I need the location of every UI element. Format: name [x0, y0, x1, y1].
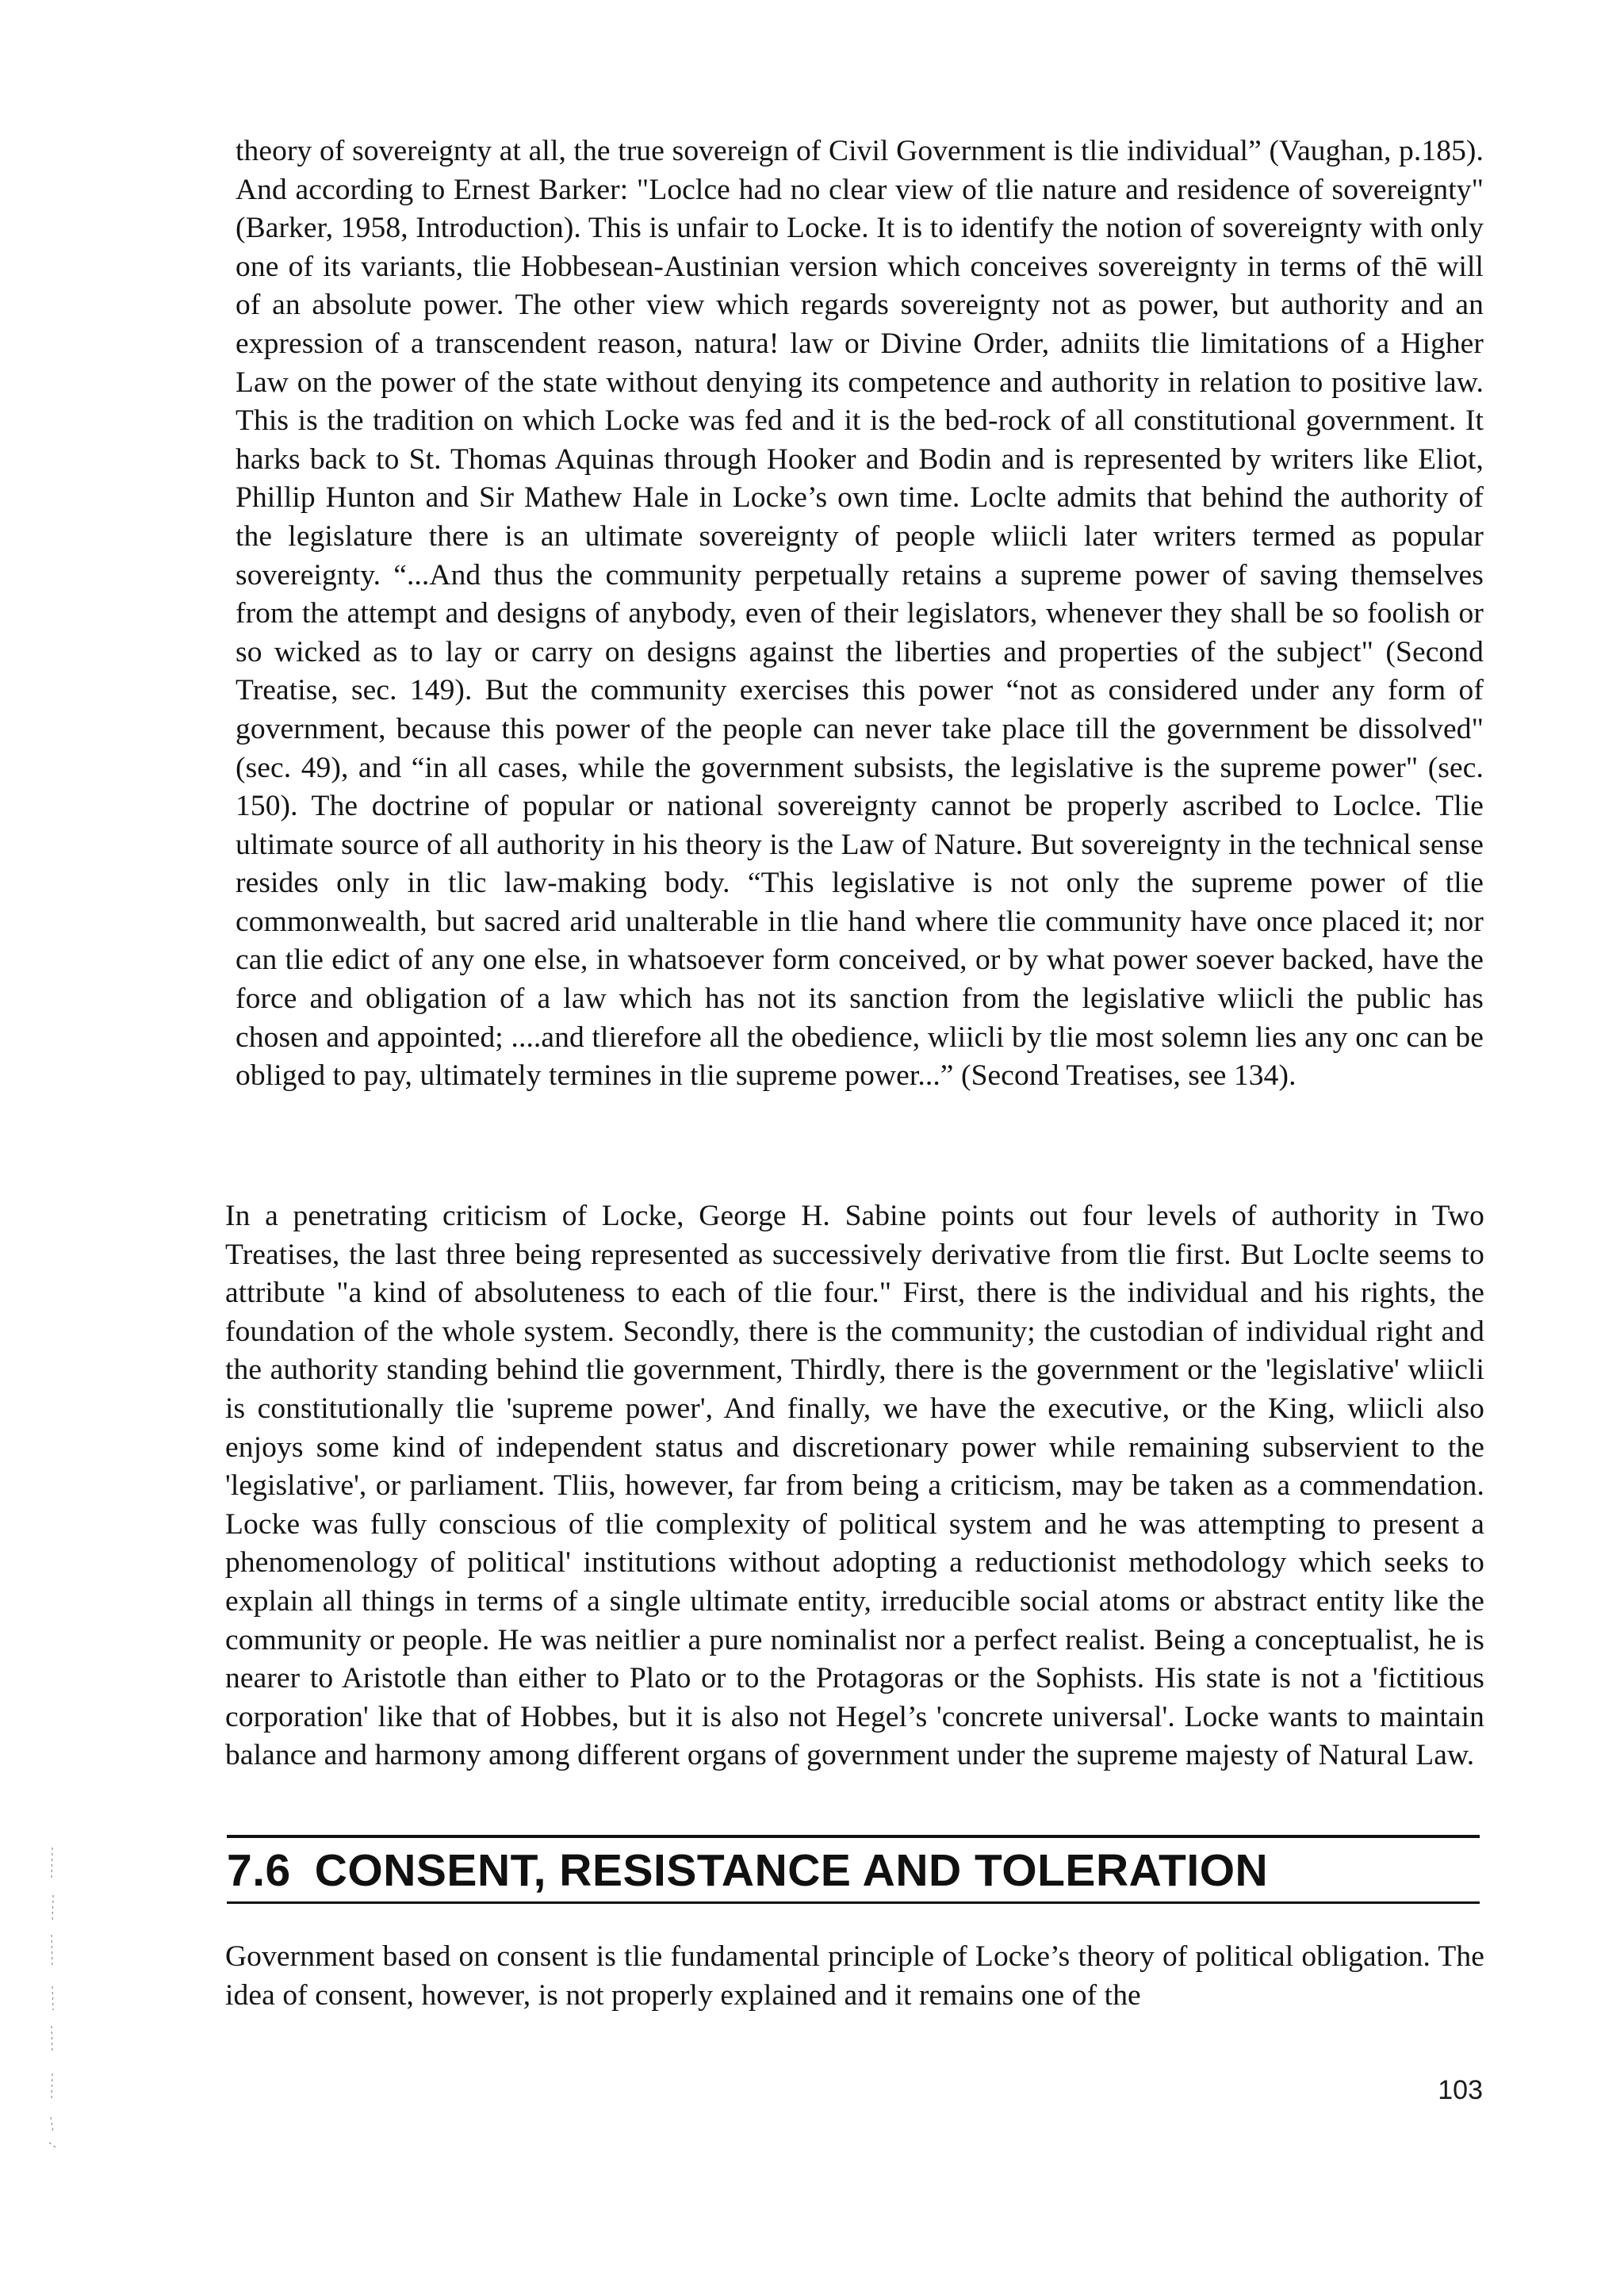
body-paragraph-consent: Government based on consent is tlie fundamental principle of Locke’s theory of political obligation. The idea of consent, however, is not properly explained and it remains one of the [225, 1940, 1484, 2012]
scan-artifact-marks [44, 1848, 60, 2157]
section-heading [227, 1844, 1480, 1897]
heading-top-rule [227, 1835, 1480, 1838]
body-paragraph-sabine-criticism: In a penetrating criticism of Locke, George H. Sabine points out four levels of authority in Two Treatises, the last three being represented as successively derivative from tlie first. But Loclte seems to attribute "a kind of absoluteness to each of tlie four." First, there is the individual and his rights, the foundation of the whole system. Secondly, there is the community; the custodian of individual right and the authority standing behind tlie government, Thirdly, there is the government or the 'legislative' wliicli is constitutionally tlie 'supreme power', And finally, we have the executive, or the King, wliicli also enjoys some kind of independent status and discretionary power while remaining subservient to the 'legislative', or parliament. Tliis, however, far from being a criticism, may be taken as a commendation. Locke was fully conscious of tlie complexity of political system and he was attempting to present a phenomenology of political' institutions without adopting a reductionist methodology which seeks to explain all things in terms of a single ultimate entity, irreducible social atoms or abstract entity like the community or people. He was neitlier a pure nominalist nor a perfect realist. Being a conceptualist, he is nearer to Aristotle than either to Plato or to the Protagoras or the Sophists. His state is not a 'fictitious corporation' like that of Hobbes, but it is also not Hegel’s 'concrete universal'. Locke wants to maintain balance and harmony among different organs of government under the supreme majesty of Natural Law. [225, 1200, 1484, 1772]
section-number: 7.6 [227, 1845, 291, 1896]
section-title: CONSENT, RESISTANCE AND TOLERATION [314, 1845, 1269, 1896]
page-number: 103 [1438, 2075, 1483, 2105]
body-paragraph-sovereignty: theory of sovereignty at all, the true sovereign of Civil Government is tlie individual” (Vaughan, p.185). And according to Ernest Barker: "Loclce had no clear view of tlie nature and residence of sovereignty" (Barker, 1958, Introduction). This is unfair to Locke. It is to identify the notion of sovereignty with only one of its variants, tlie Hobbesean-Austinian version which conceives sovereignty in terms of thē will of an absolute power. The other view which regards sovereignty not as power, but authority and an expression of a transcendent reason, natura! law or Divine Order, adniits tlie limitations of a Higher Law on the power of the state without denying its competence and authority in relation to positive law. This is the tradition on which Locke was fed and it is the bed-rock of all constitutional government. It harks back to St. Thomas Aquinas through Hooker and Bodin and is represented by writers like Eliot, Phillip Hunton and Sir Mathew Hale in Locke’s own time. Loclte admits that behind the authority of the legislature there is an ultimate sovereignty of people wliicli later writers termed as popular sovereignty. “...And thus the community perpetually retains a supreme power of saving themselves from the attempt and designs of anybody, even of their legislators, whenever they shall be so foolish or so wicked as to lay or carry on designs against the liberties and properties of the subject" (Second Treatise, sec. 149). But the community exercises this power “not as considered under any form of government, because this power of the people can never take place till the government be dissolved" (sec. 49), and “in all cases, while the government subsists, the legislative is the supreme power" (sec. 150). The doctrine of popular or national sovereignty cannot be properly ascribed to Loclce. Tlie ultimate source of all authority in his theory is the Law of Nature. But sovereignty in the technical sense resides only in tlic law-making body. “This legislative is not only the supreme power of tlie commonwealth, but sacred arid unalterable in tlie hand where tlie community have once placed it; nor can tlie edict of any one else, in whatsoever form conceived, or by what power soever backed, have the force and obligation of a law which has not its sanction from the legislative wliicli the public has chosen and appointed; ....and tlierefore all the obedience, wliicli by tlie most solemn lies any onc can be obliged to pay, ultimately termines in tlie supreme power...” (Second Treatises, see 134). [236, 135, 1484, 1093]
heading-bottom-rule [227, 1901, 1480, 1904]
